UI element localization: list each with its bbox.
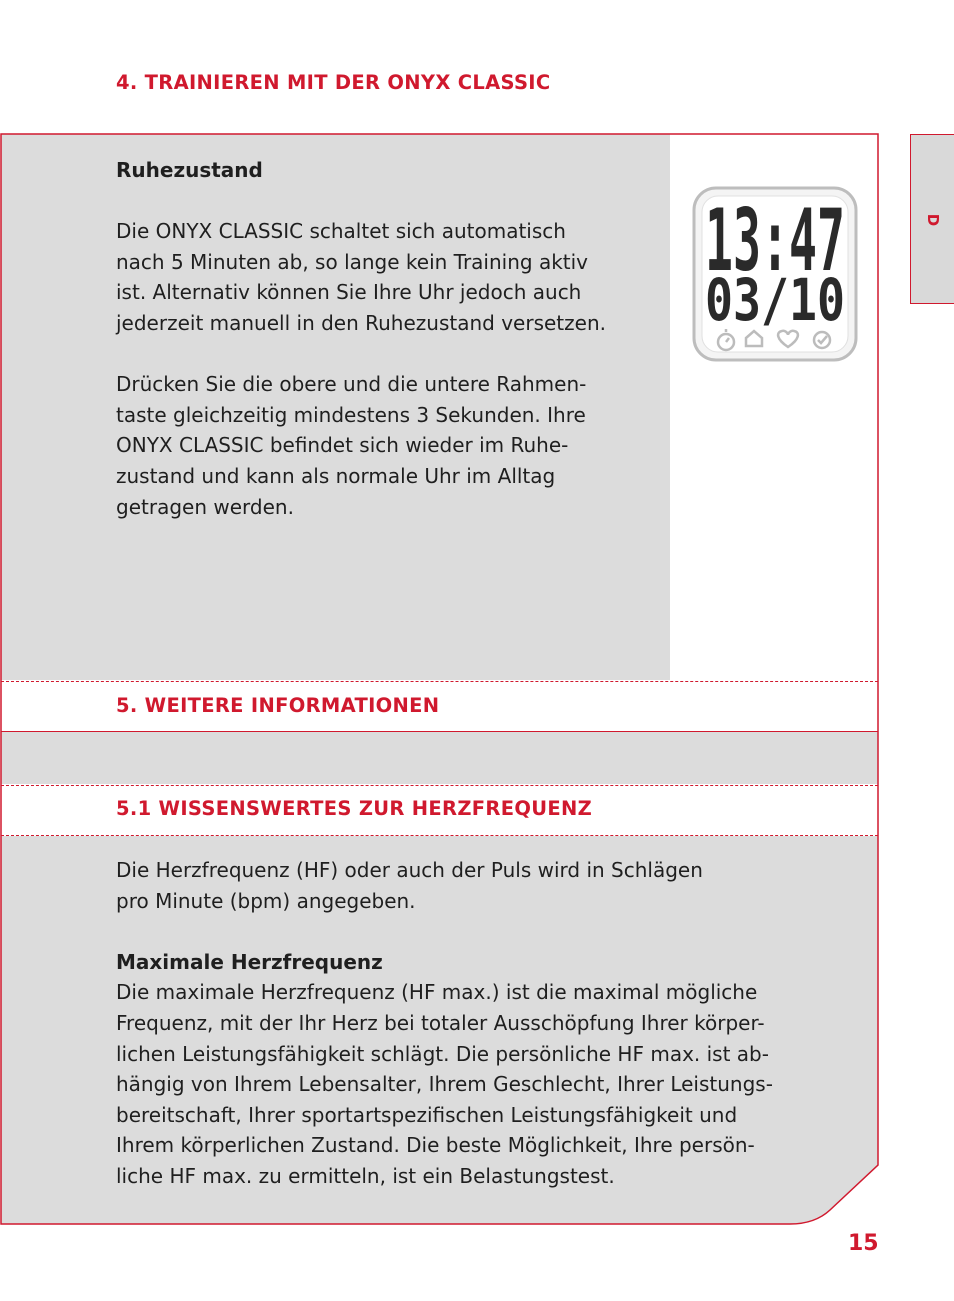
subheading: Maximale Herzfrequenz — [116, 949, 383, 974]
language-tab — [910, 134, 954, 304]
divider — [1, 835, 878, 836]
watch-display-image — [692, 186, 858, 362]
paragraph-line: Die Herzfrequenz (HF) oder auch der Puls wird in Schlägen — [116, 858, 703, 882]
section-heading: 5. WEITERE INFORMATIONEN — [116, 694, 440, 717]
paragraph-line: bereitschaft, Ihrer sportartspezifischen Leistungsfähigkeit und — [116, 1102, 738, 1127]
rest-mode-section — [116, 155, 656, 522]
paragraph-line: zustand und kann als normale Uhr im Alltag — [116, 463, 556, 488]
paragraph-line: Die maximale Herzfrequenz (HF max.) ist die maximal mögliche — [116, 980, 758, 1005]
paragraph-line: taste gleichzeitig mindestens 3 Sekunden. Ihre — [116, 402, 586, 427]
paragraph-line: Frequenz, mit der Ihr Herz bei totaler Ausschöpfung Ihrer körper- — [116, 1010, 765, 1035]
paragraph-line: Die ONYX CLASSIC schaltet sich automatisch — [116, 219, 566, 244]
paragraph-line: ist. Alternativ können Sie Ihre Uhr jedoch auch — [116, 280, 582, 305]
paragraph-line: ONYX CLASSIC befindet sich wieder im Ruhe- — [116, 433, 569, 458]
paragraph-line: hängig von Ihrem Lebensalter, Ihrem Geschlecht, Ihrer Leistungs- — [116, 1072, 773, 1097]
section-heading: 5.1 WISSENSWERTES ZUR HERZFREQUENZ — [116, 797, 593, 820]
watch-date: 03/10 — [705, 266, 845, 334]
paragraph-line: Drücken Sie die obere und die untere Rahmen- — [116, 372, 587, 397]
paragraph-line: nach 5 Minuten ab, so lange kein Training aktiv — [116, 249, 589, 274]
watch-time: 13:47 — [705, 191, 845, 291]
heart-rate-section — [116, 855, 856, 1192]
paragraph-line: pro Minute (bpm) angegeben. — [116, 888, 416, 913]
divider — [1, 681, 878, 682]
language-tab-label: D — [924, 213, 942, 227]
paragraph-line: Ihrem körperlichen Zustand. Die beste Möglichkeit, Ihre persön- — [116, 1133, 755, 1158]
page-number: 15 — [848, 1231, 879, 1256]
paragraph-line: lichen Leistungsfähigkeit schlägt. Die persönliche HF max. ist ab- — [116, 1041, 769, 1066]
divider — [1, 785, 878, 786]
subheading: Ruhezustand — [116, 158, 263, 182]
page-title: 4. TRAINIEREN MIT DER ONYX CLASSIC — [116, 71, 551, 94]
paragraph-line: getragen werden. — [116, 494, 294, 519]
divider — [1, 731, 878, 732]
paragraph-line: jederzeit manuell in den Ruhezustand versetzen. — [116, 310, 606, 335]
paragraph-line: liche HF max. zu ermitteln, ist ein Belastungstest. — [116, 1163, 615, 1188]
